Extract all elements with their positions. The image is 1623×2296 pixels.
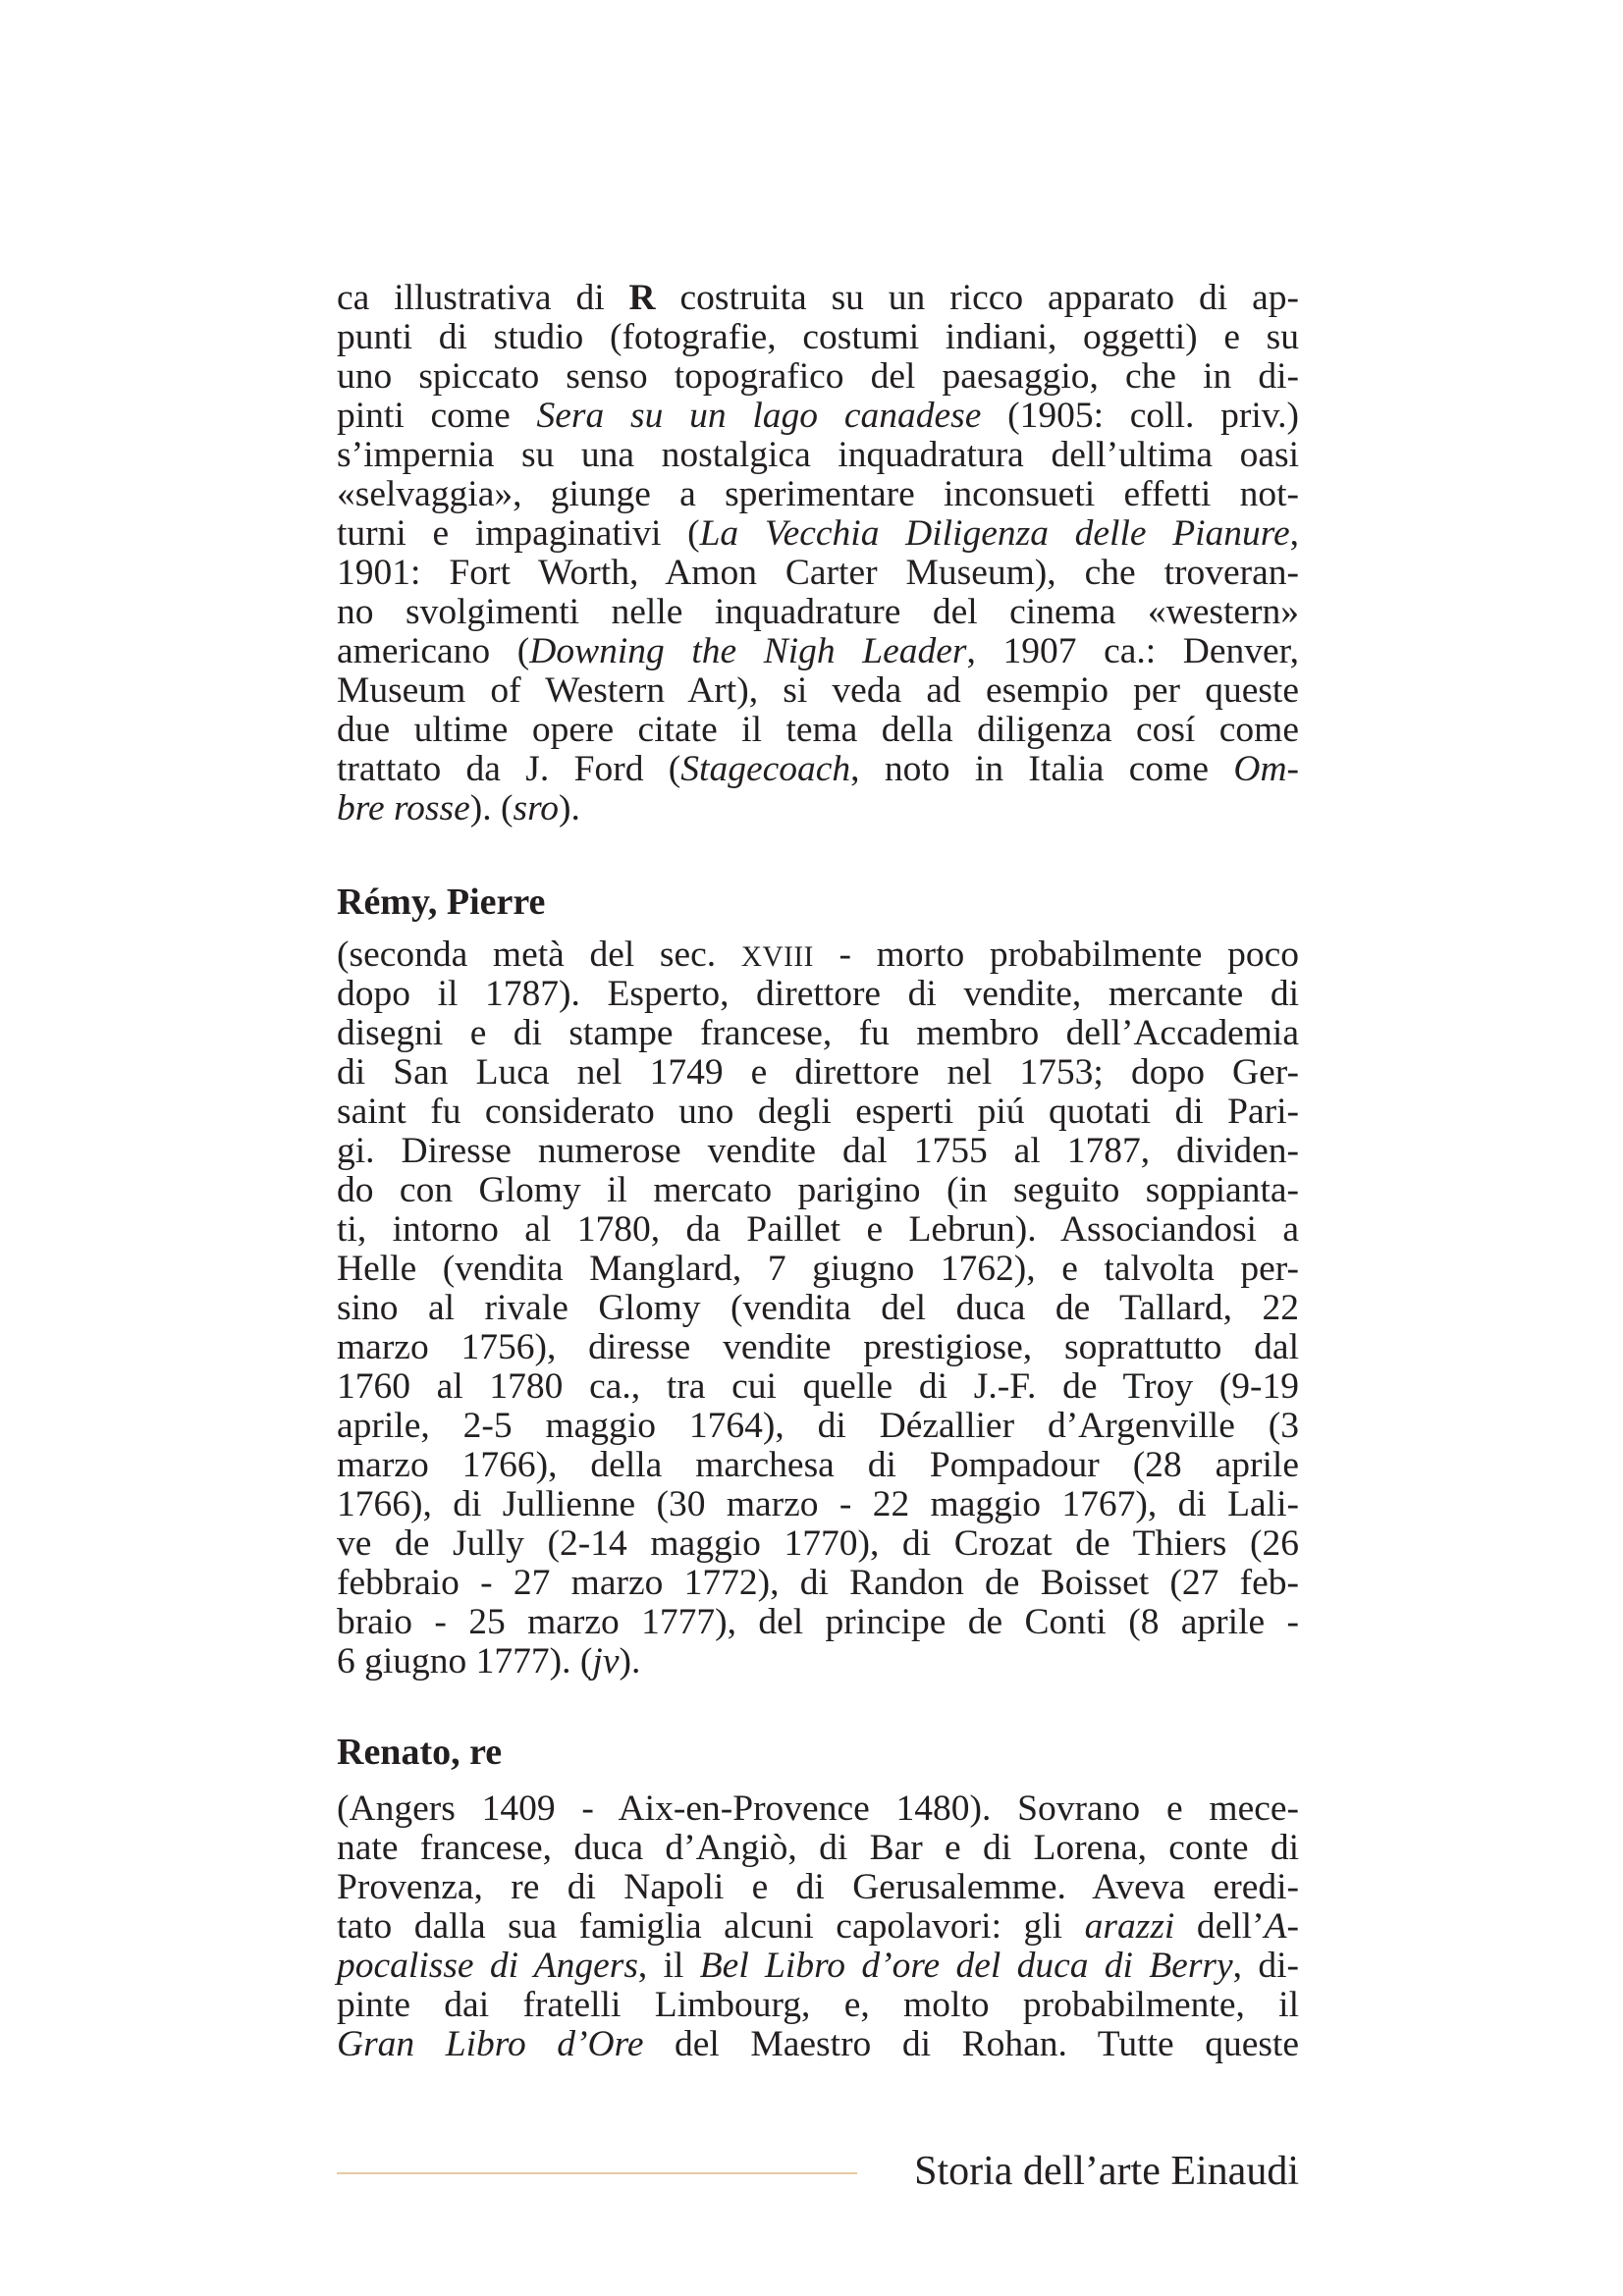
text-line: «selvaggia», giunge a sperimentare inconsueti effetti not-: [337, 474, 1299, 514]
text-line: disegni e di stampe francese, fu membro dell’Accademia: [337, 1013, 1299, 1053]
text-line: di San Luca nel 1749 e direttore nel 1753; dopo Ger-: [337, 1052, 1299, 1093]
text-line: due ultime opere citate il tema della diligenza cosí come: [337, 710, 1299, 750]
text-line: s’impernia su una nostalgica inquadratura dell’ultima oasi: [337, 435, 1299, 475]
text-line: braio - 25 marzo 1777), del principe de Conti (8 aprile -: [337, 1602, 1299, 1642]
text-line: bre rosse). (sro).: [337, 788, 580, 828]
text-line: Helle (vendita Manglard, 7 giugno 1762), e talvolta per-: [337, 1249, 1299, 1289]
text-line: (seconda metà del sec. XVIII - morto probabilmente poco: [337, 934, 1299, 975]
text-line: 1766), di Jullienne (30 marzo - 22 maggio 1767), di Lali-: [337, 1484, 1299, 1524]
text-line: saint fu considerato uno degli esperti piú quotati di Pari-: [337, 1092, 1299, 1132]
text-line: ve de Jully (2-14 maggio 1770), di Crozat de Thiers (26: [337, 1523, 1299, 1564]
text-line: pinti come Sera su un lago canadese (1905: coll. priv.): [337, 396, 1299, 436]
text-line: Gran Libro d’Ore del Maestro di Rohan. Tutte queste: [337, 2024, 1299, 2064]
text-line: 6 giugno 1777). (jv).: [337, 1641, 641, 1682]
text-line: 1901: Fort Worth, Amon Carter Museum), che troveran-: [337, 553, 1299, 593]
text-line: pocalisse di Angers, il Bel Libro d’ore del duca di Berry, di-: [337, 1946, 1299, 1986]
text-line: marzo 1766), della marchesa di Pompadour (28 aprile: [337, 1445, 1299, 1485]
text-line: no svolgimenti nelle inquadrature del cinema «western»: [337, 592, 1299, 632]
text-line: punti di studio (fotografie, costumi indiani, oggetti) e su: [337, 317, 1299, 357]
text-line: 1760 al 1780 ca., tra cui quelle di J.-F. de Troy (9-19: [337, 1366, 1299, 1407]
text-line: gi. Diresse numerose vendite dal 1755 al 1787, dividen-: [337, 1131, 1299, 1171]
text-line: americano (Downing the Nigh Leader, 1907 ca.: Denver,: [337, 631, 1299, 671]
text-line: ca illustrativa di R costruita su un ricco apparato di ap-: [337, 278, 1299, 318]
text-line: turni e impaginativi (La Vecchia Diligenza delle Pianure,: [337, 513, 1299, 554]
text-line: do con Glomy il mercato parigino (in seguito soppianta-: [337, 1170, 1299, 1210]
footer-rule: [337, 2172, 857, 2174]
text-line: uno spiccato senso topografico del paesaggio, che in di-: [337, 356, 1299, 397]
footer-publisher: Storia dell’arte Einaudi: [914, 2149, 1299, 2194]
entry-title: Renato, re: [337, 1732, 503, 1773]
text-line: ti, intorno al 1780, da Paillet e Lebrun). Associandosi a: [337, 1209, 1299, 1250]
text-line: nate francese, duca d’Angiò, di Bar e di Lorena, conte di: [337, 1828, 1299, 1868]
text-line: trattato da J. Ford (Stagecoach, noto in Italia come Om-: [337, 749, 1300, 789]
text-line: febbraio - 27 marzo 1772), di Randon de Boisset (27 feb-: [337, 1563, 1299, 1603]
text-line: dopo il 1787). Esperto, direttore di vendite, mercante di: [337, 974, 1299, 1014]
text-line: pinte dai fratelli Limbourg, e, molto probabilmente, il: [337, 1985, 1299, 2025]
text-line: sino al rivale Glomy (vendita del duca de Tallard, 22: [337, 1288, 1299, 1328]
text-line: marzo 1756), diresse vendite prestigiose, soprattutto dal: [337, 1327, 1299, 1367]
text-line: aprile, 2-5 maggio 1764), di Dézallier d’Argenville (3: [337, 1406, 1299, 1446]
text-line: tato dalla sua famiglia alcuni capolavori: gli arazzi dell’A-: [337, 1906, 1299, 1947]
entry-title: Rémy, Pierre: [337, 881, 546, 923]
text-line: (Angers 1409 - Aix-en-Provence 1480). Sovrano e mece-: [337, 1789, 1299, 1829]
text-line: Provenza, re di Napoli e di Gerusalemme. Aveva eredi-: [337, 1867, 1299, 1907]
text-line: Museum of Western Art), si veda ad esempio per queste: [337, 670, 1299, 711]
